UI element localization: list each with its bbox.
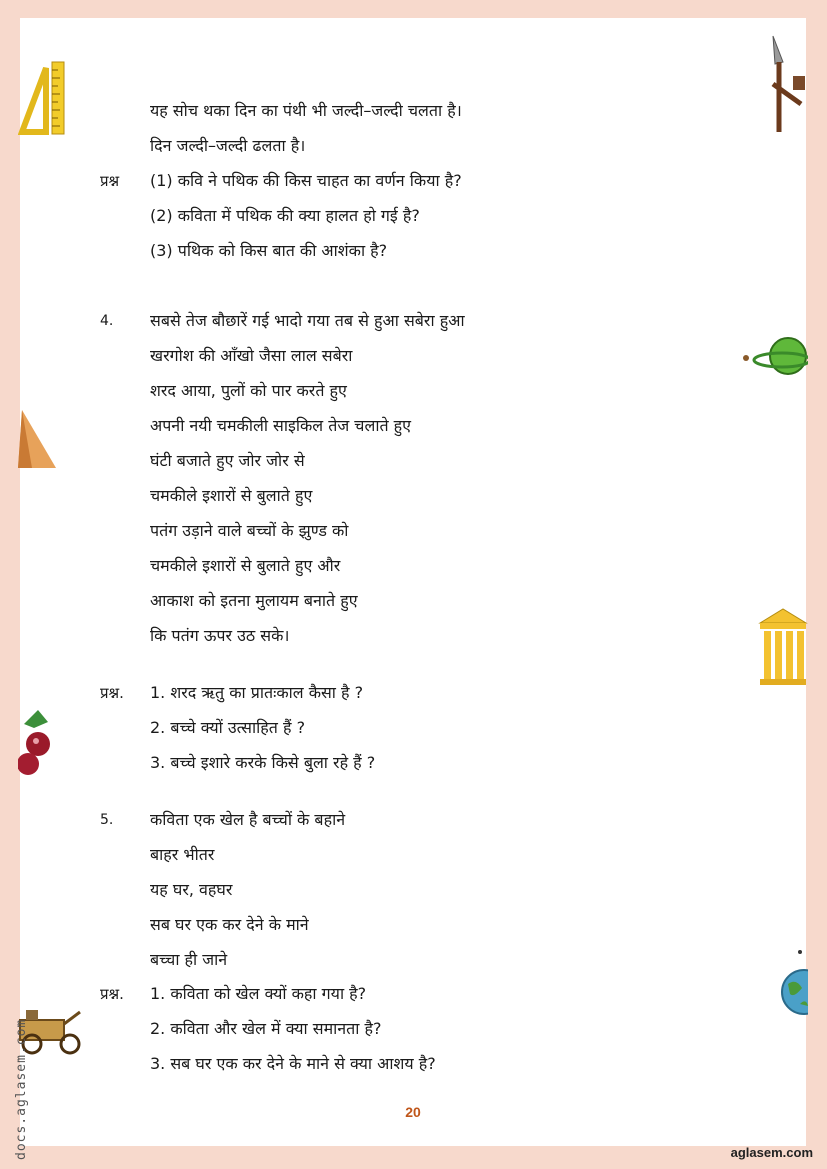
stanza5-line-1: कविता एक खेल है बच्चों के बहाने [150, 810, 346, 829]
stanza5-line-5: बच्चा ही जाने [150, 950, 228, 969]
stanza4-line-2: खरगोश की आँखो जैसा लाल सबेरा [150, 346, 353, 365]
stanza5-number: 5. [100, 812, 114, 828]
stanza4-question-2: 2. बच्चे क्यों उत्साहित हैं ? [150, 718, 306, 737]
side-watermark: docs.aglasem.com [14, 1018, 29, 1160]
page-number: 20 [405, 1104, 421, 1120]
stanza5-line-4: सब घर एक कर देने के माने [150, 915, 309, 934]
spear-icon [765, 34, 811, 134]
globe-icon [778, 948, 808, 1018]
berries-icon [18, 704, 58, 778]
stanza5-question-2: 2. कविता और खेल में क्या समानता है? [150, 1019, 382, 1038]
stanza4-line-8: चमकीले इशारों से बुलाते हुए और [150, 556, 341, 575]
stanza4-line-1: सबसे तेज बौछारें गई भादो गया तब से हुआ सबेरा हुआ [150, 311, 465, 330]
stanza3-line-1: यह सोच थका दिन का पंथी भी जल्दी–जल्दी चलता है। [150, 101, 462, 120]
stanza4-line-4: अपनी नयी चमकीली साइकिल तेज चलाते हुए [150, 416, 412, 435]
stanza4-question-3: 3. बच्चे इशारे करके किसे बुला रहे हैं ? [150, 753, 376, 772]
stanza3-question-2: (2) कविता में पथिक की क्या हालत हो गई है? [150, 206, 420, 225]
stanza5-question-1: 1. कविता को खेल क्यों कहा गया है? [150, 984, 367, 1003]
pillar-icon [758, 607, 808, 687]
footer-brand: aglasem.com [730, 1145, 813, 1160]
stanza3-line-2: दिन जल्दी–जल्दी ढलता है। [150, 136, 306, 155]
stanza5-question-label: प्रश्न. [100, 985, 124, 1003]
stanza4-line-5: घंटी बजाते हुए जोर जोर से [150, 451, 305, 470]
stanza4-line-6: चमकीले इशारों से बुलाते हुए [150, 486, 313, 505]
stanza3-question-1: (1) कवि ने पथिक की किस चाहत का वर्णन किया है? [150, 171, 462, 190]
pyramid-icon [18, 408, 58, 470]
document-page [20, 18, 806, 1146]
planet-icon [742, 332, 808, 382]
stanza3-question-label: प्रश्न [100, 172, 120, 190]
stanza4-line-3: शरद आया, पुलों को पार करते हुए [150, 381, 347, 400]
stanza4-question-label: प्रश्न. [100, 684, 124, 702]
stanza5-question-3: 3. सब घर एक कर देने के माने से क्या आशय है? [150, 1054, 436, 1073]
stanza5-line-3: यह घर, वहघर [150, 880, 233, 899]
stanza4-line-7: पतंग उड़ाने वाले बच्चों के झुण्ड को [150, 521, 349, 540]
stanza5-line-2: बाहर भीतर [150, 845, 215, 864]
stanza4-number: 4. [100, 313, 114, 329]
stanza4-line-9: आकाश को इतना मुलायम बनाते हुए [150, 591, 358, 610]
stanza3-question-3: (3) पथिक को किस बात की आशंका है? [150, 241, 388, 260]
stanza4-line-10: कि पतंग ऊपर उठ सके। [150, 626, 290, 645]
ruler-icon [18, 60, 68, 136]
stanza4-question-1: 1. शरद ऋतु का प्रातःकाल कैसा है ? [150, 683, 364, 702]
